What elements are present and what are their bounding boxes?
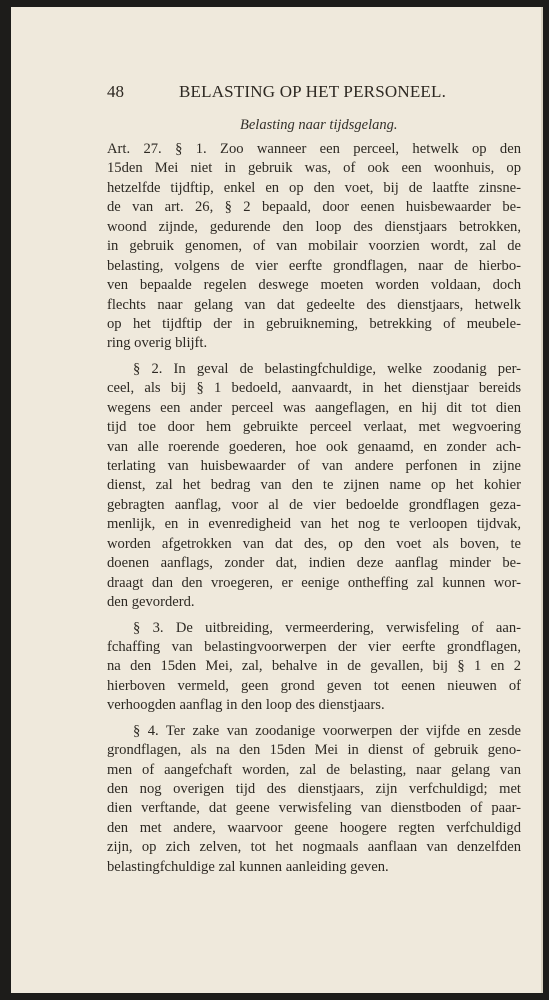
text-line: in gebruik genomen, of van mobilair voorzien wordt, zal de [107, 238, 521, 255]
section-title: Belasting naar tijdsgelang. [240, 117, 398, 133]
text-line: doenen aanflags, zonder dat, indien deze aanflag minder be- [107, 555, 521, 572]
text-line: 15den Mei niet in gebruik was, of ook een woonhuis, op [107, 160, 521, 177]
page-header [107, 80, 492, 106]
paragraph-art-27 [107, 140, 521, 354]
text-line: ven bepaalde regelen deswege moeten worden voldaan, doch [107, 277, 521, 294]
text-line: verhoogden aanflag in den loop des dienstjaars. [107, 697, 385, 714]
text-line: belasting, volgens de vier eerfte grondflagen, naar de hierbo- [107, 257, 521, 274]
paragraph-section-2 [107, 360, 521, 613]
text-line: ring overig blijft. [107, 335, 208, 352]
text-line: flechts naar gelang van dat gedeelte des dienstjaars, hetwelk [107, 296, 521, 313]
text-line: van alle roerende goederen, hoe ook genaamd, en zonder ach- [107, 438, 521, 455]
text-line: dien verftande, dat geene verwisfeling van dienstboden of paar- [107, 800, 521, 817]
text-line: men of aangefchaft worden, zal de belasting, naar gelang van [107, 761, 521, 778]
text-line: den met andere, waarvoor geene hoogere regten verfchuldigd [107, 819, 521, 836]
text-line: gebragten aanflag, voor al de vier bedoelde grondflagen geza- [107, 496, 521, 513]
text-line: § 3. De uitbreiding, vermeerdering, verwisfeling of aan- [133, 619, 521, 636]
running-title: BELASTING OP HET PERSONEEL. [179, 82, 447, 101]
page-number: 48 [107, 82, 124, 101]
text-line: hetzelfde tijdftip, enkel en op den voet, bij de laatfte zinsne- [107, 179, 521, 196]
text-line: woond zijnde, gedurende den loop des dienstjaars betrokken, [107, 218, 521, 235]
text-line: zijn, op zich zelven, tot het nogmaals aanflaan van denzelfden [107, 839, 521, 856]
text-line: belastingfchuldige zal kunnen aanleiding geven. [107, 858, 389, 875]
text-line: fchaffing van belastingvoorwerpen der vier eerfte grondflagen, [107, 638, 521, 655]
text-line: draagt dan den vroegeren, er eenige ontheffing zal kunnen wor- [107, 574, 521, 591]
text-line: Art. 27. § 1. Zoo wanneer een perceel, hetwelk op den [107, 141, 521, 157]
text-line: wegens een ander perceel was aangeflagen, en hij dit tot dien [107, 399, 521, 416]
text-line: worden afgetrokken van dat des, op den voet als boven, te [107, 535, 521, 552]
text-line: grondflagen, als na den 15den Mei in dienst of gebruik geno- [107, 742, 521, 759]
body-text [107, 140, 521, 877]
text-line: hierboven vermeld, geen grond geven tot eenen nieuwen of [107, 677, 521, 694]
text-line: den nog overigen tijd des dienstjaars, zijn verfchuldigd; met [107, 781, 521, 797]
text-line: menlijk, en in evenredigheid van het nog te verloopen tijdvak, [107, 516, 521, 533]
text-line: terlating van huisbewaarder of van andere perfonen in zijne [107, 458, 521, 474]
text-line: tijd toe door hem gebruikte perceel verlaat, met wegvoering [107, 419, 521, 436]
paragraph-section-4 [107, 722, 521, 878]
text-line: na den 15den Mei, zal, behalve in de gevallen, bij § 1 en 2 [107, 658, 521, 675]
text-line: ceel, als bij § 1 bedoeld, aanvaardt, in het dienstjaar bereids [107, 380, 521, 397]
text-line: de van art. 26, § 2 bepaald, door eenen huisbewaarder be- [107, 199, 521, 216]
text-line: den gevorderd. [107, 594, 195, 611]
text-line: dienst, zal het bedrag van den te zijnen name op het kohier [107, 477, 521, 494]
text-line: op het tijdftip der in gebruikneming, betrekking of meubele- [107, 315, 521, 332]
text-line: § 2. In geval de belastingfchuldige, welke zoodanig per- [133, 360, 521, 377]
text-line: § 4. Ter zake van zoodanige voorwerpen der vijfde en zesde [133, 722, 521, 739]
paragraph-section-3 [107, 619, 521, 716]
